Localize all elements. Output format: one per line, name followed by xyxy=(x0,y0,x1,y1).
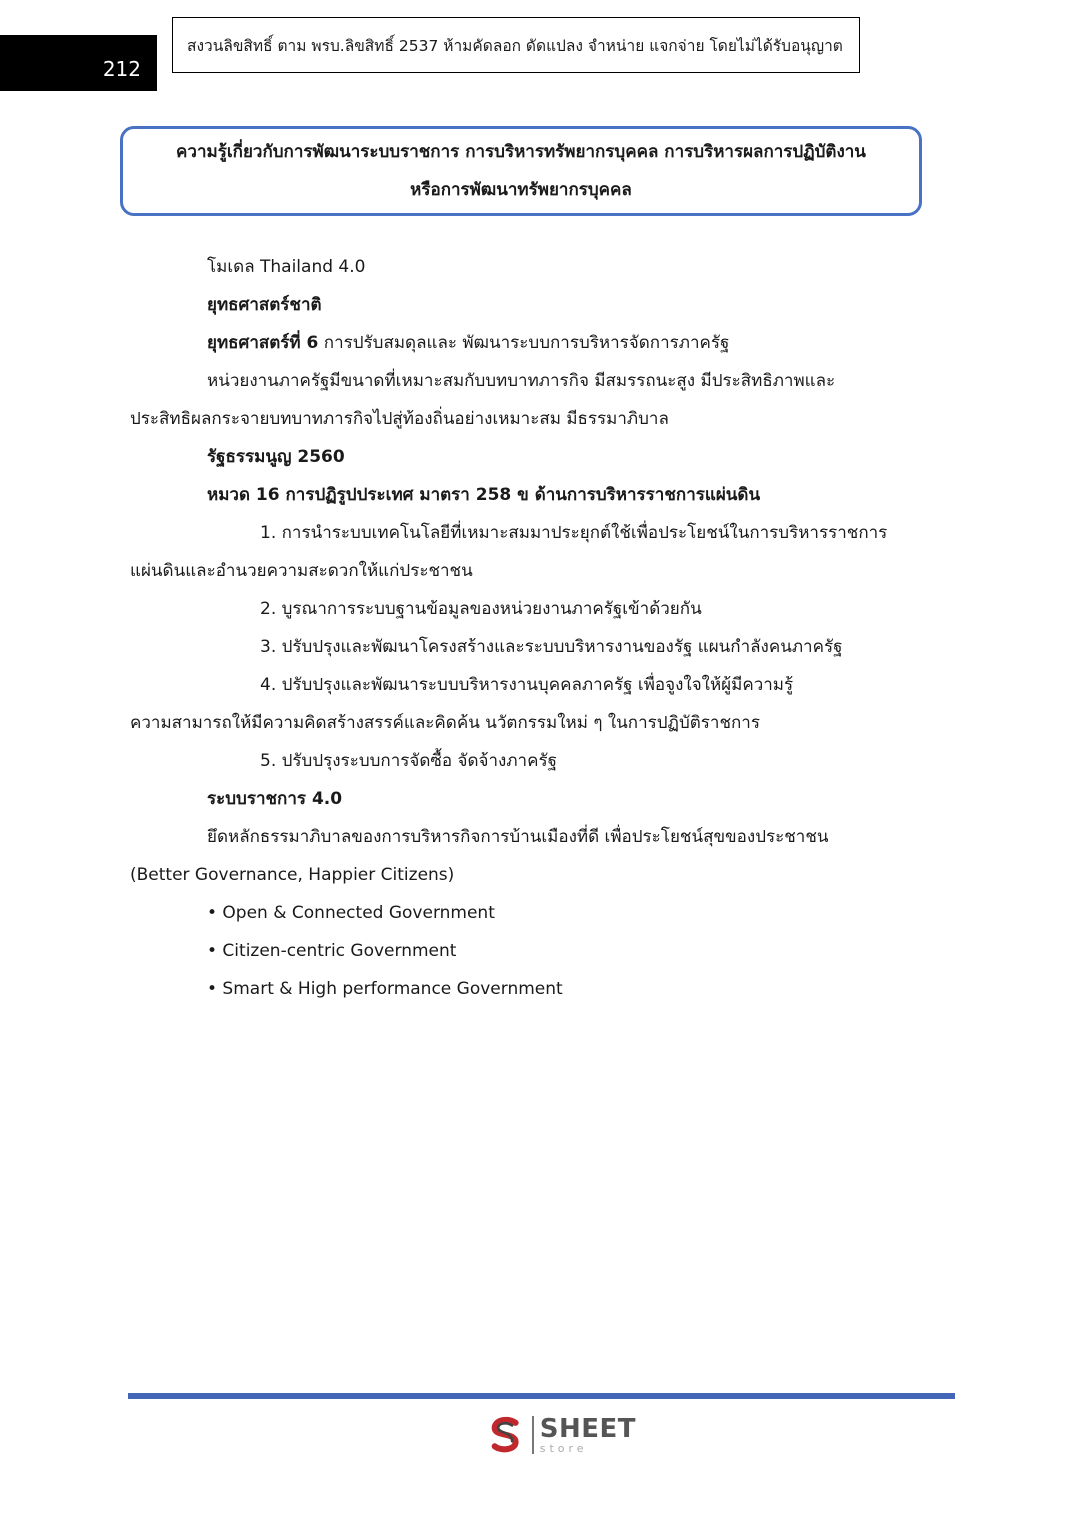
bullet-item-2: • Citizen-centric Government xyxy=(207,941,457,961)
section-title-box xyxy=(120,126,922,216)
page-content xyxy=(130,248,912,1008)
section-title-line2: หรือการพัฒนาทรัพยากรบุคคล xyxy=(410,180,632,200)
bureaucracy-line1: ยึดหลักธรรมาภิบาลของการบริหารกิจการบ้านเมืองที่ดี เพื่อประโยชน์สุขของประชาชน xyxy=(207,827,829,847)
constitution-heading: รัฐธรรมนูญ 2560 xyxy=(207,447,345,467)
section-title-line1: ความรู้เกี่ยวกับการพัฒนาระบบราชการ การบริหารทรัพยากรบุคคล การบริหารผลการปฏิบัติงาน xyxy=(176,142,866,162)
strategy6-text: การปรับสมดุลและ พัฒนาระบบการบริหารจัดการภาครัฐ xyxy=(318,333,730,353)
strategy-paragraph-line2: ประสิทธิผลกระจายบทบาทภารกิจไปสู่ท้องถิ่นอย่างเหมาะสม มีธรรมาภิบาล xyxy=(130,409,669,429)
model-heading: โมเดล Thailand 4.0 xyxy=(207,257,366,277)
list-item-3: 3. ปรับปรุงและพัฒนาโครงสร้างและระบบบริหารงานของรัฐ แผนกำลังคนภาครัฐ xyxy=(260,637,843,657)
bureaucracy-heading: ระบบราชการ 4.0 xyxy=(207,789,343,809)
bullet-item-1: • Open & Connected Government xyxy=(207,903,495,923)
list-item-4-line2: ความสามารถให้มีความคิดสร้างสรรค์และคิดค้น นวัตกรรมใหม่ ๆ ในการปฏิบัติราชการ xyxy=(130,713,760,733)
bullet-item-3: • Smart & High performance Government xyxy=(207,979,563,999)
logo-sub-text: store xyxy=(539,1442,588,1455)
sheet-store-logo xyxy=(486,1412,636,1458)
strategy-heading: ยุทธศาสตร์ชาติ xyxy=(207,295,322,315)
logo-main-text: SHEET xyxy=(539,1414,636,1444)
footer-divider xyxy=(128,1393,955,1399)
logo-text xyxy=(540,1416,636,1454)
bureaucracy-line2: (Better Governance, Happier Citizens) xyxy=(130,865,455,885)
list-item-1-line2: แผ่นดินและอำนวยความสะดวกให้แก่ประชาชน xyxy=(130,561,473,581)
list-item-4-line1: 4. ปรับปรุงและพัฒนาระบบบริหารงานบุคคลภาครัฐ เพื่อจูงใจให้ผู้มีความรู้ xyxy=(260,675,794,695)
logo-separator xyxy=(532,1416,534,1454)
list-item-2: 2. บูรณาการระบบฐานข้อมูลของหน่วยงานภาครัฐเข้าด้วยกัน xyxy=(260,599,702,619)
page-number: 212 xyxy=(102,57,141,81)
strategy6-label: ยุทธศาสตร์ที่ 6 xyxy=(207,333,319,353)
page-number-block xyxy=(0,35,157,91)
list-item-5: 5. ปรับปรุงระบบการจัดซื้อ จัดจ้างภาครัฐ xyxy=(260,751,557,771)
section-heading: หมวด 16 การปฏิรูปประเทศ มาตรา 258 ข ด้านการบริหารราชการแผ่นดิน xyxy=(207,485,761,505)
sheet-store-logo-icon xyxy=(486,1412,526,1458)
strategy-paragraph-line1: หน่วยงานภาครัฐมีขนาดที่เหมาะสมกับบทบาทภารกิจ มีสมรรถนะสูง มีประสิทธิภาพและ xyxy=(207,371,836,391)
strategy6-line xyxy=(130,324,912,362)
copyright-notice xyxy=(172,17,860,73)
list-item-1-line1: 1. การนำระบบเทคโนโลยีที่เหมาะสมมาประยุกต์ใช้เพื่อประโยชน์ในการบริหารราชการ xyxy=(260,523,888,543)
copyright-text: สงวนลิขสิทธิ์ ตาม พรบ.ลิขสิทธิ์ 2537 ห้ามคัดลอก ดัดแปลง จำหน่าย แจกจ่าย โดยไม่ได้รับอนุญาต xyxy=(187,36,843,55)
